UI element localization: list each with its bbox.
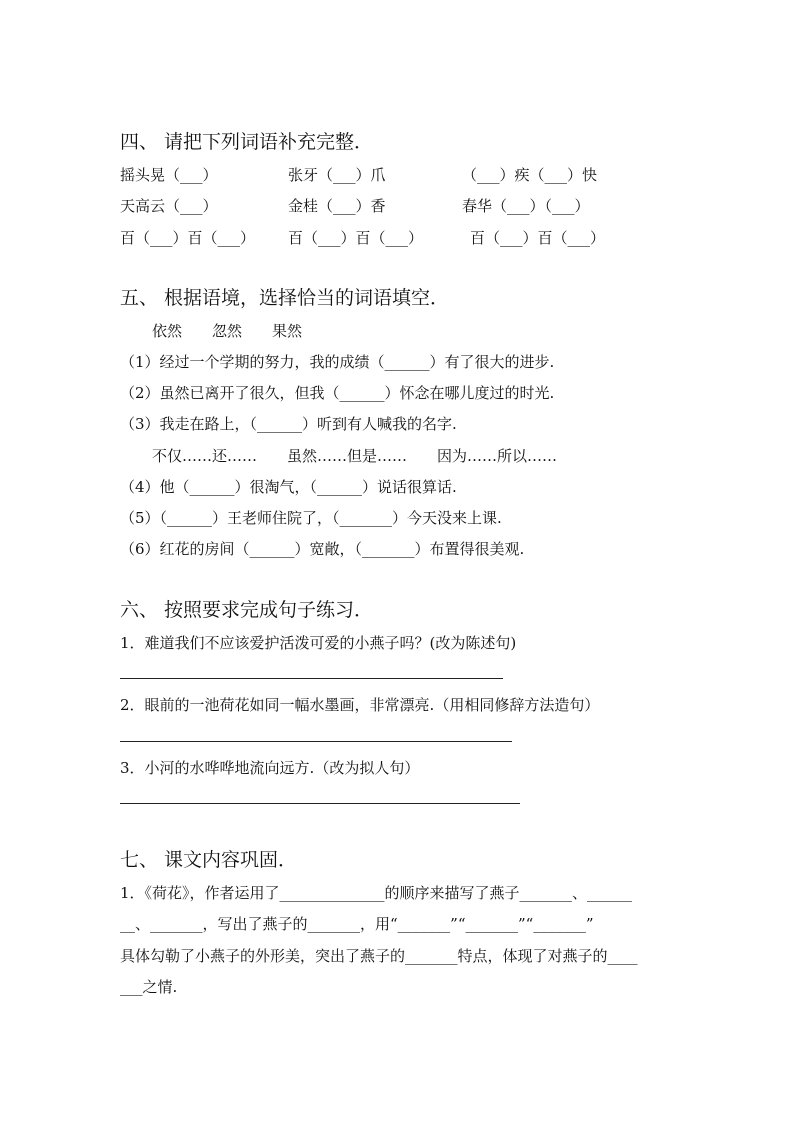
paragraph-line: ___之情.: [120, 978, 178, 996]
question-item: （5）（______）王老师住院了，（_______）今天没来上课.: [120, 509, 502, 527]
section-4-heading: 四、 请把下列词语补充完整．: [120, 131, 374, 153]
exercise-item: 2．眼前的一池荷花如同一幅水墨画，非常漂亮.（用相同修辞方法造句）: [120, 696, 600, 714]
exercise-item: 1．难道我们不应该爱护活泼可爱的小燕子吗？(改为陈述句): [120, 634, 517, 652]
fill-item: 百（___）百（___）: [120, 229, 256, 247]
fill-item: 金桂（___）香: [288, 197, 386, 215]
paragraph-line: 1．《荷花》，作者运用了______________的顺序来描写了燕子_______、______: [120, 884, 633, 902]
question-item: （6）红花的房间（______）宽敞，（_______）布置得很美观.: [120, 540, 525, 558]
answer-line: [120, 803, 520, 804]
section-5-heading: 五、 根据语境，选择恰当的词语填空．: [120, 287, 450, 309]
question-item: （2）虽然已离开了很久，但我（______）怀念在哪儿度过的时光.: [120, 384, 555, 402]
section-7-heading: 七、 课文内容巩固．: [120, 849, 298, 871]
fill-item: 天高云（___）: [120, 197, 218, 215]
question-item: （1）经过一个学期的努力，我的成绩（______）有了很大的进步.: [120, 353, 555, 371]
answer-line: [120, 741, 512, 742]
fill-item: 张牙（___）爪: [288, 166, 386, 184]
fill-item: 春华（___）（___）: [462, 197, 590, 215]
fill-item: （___）疾（___）快: [462, 166, 598, 184]
question-item: （4）他（______）很淘气，（______）说话很算话.: [120, 478, 457, 496]
question-item: （3）我走在路上，（______）听到有人喊我的名字.: [120, 415, 457, 433]
word-choices: 不仅……还…… 虽然……但是…… 因为……所以……: [152, 447, 558, 465]
fill-item: 摇头晃（___）: [120, 166, 218, 184]
section-6-heading: 六、 按照要求完成句子练习．: [120, 599, 374, 621]
answer-line: [120, 678, 503, 679]
paragraph-line: __、_______，写出了燕子的_______，用“_______”“_______”“_______”: [120, 915, 594, 933]
word-choices: 依然 忽然 果然: [152, 322, 303, 340]
exercise-item: 3．小河的水哗哗地流向远方.（改为拟人句）: [120, 759, 420, 777]
fill-item: 百（___）百（___）: [288, 229, 424, 247]
fill-item: 百（___）百（___）: [470, 229, 606, 247]
paragraph-line: 具体勾勒了小燕子的外形美，突出了燕子的_______特点，体现了对燕子的____: [120, 947, 638, 965]
